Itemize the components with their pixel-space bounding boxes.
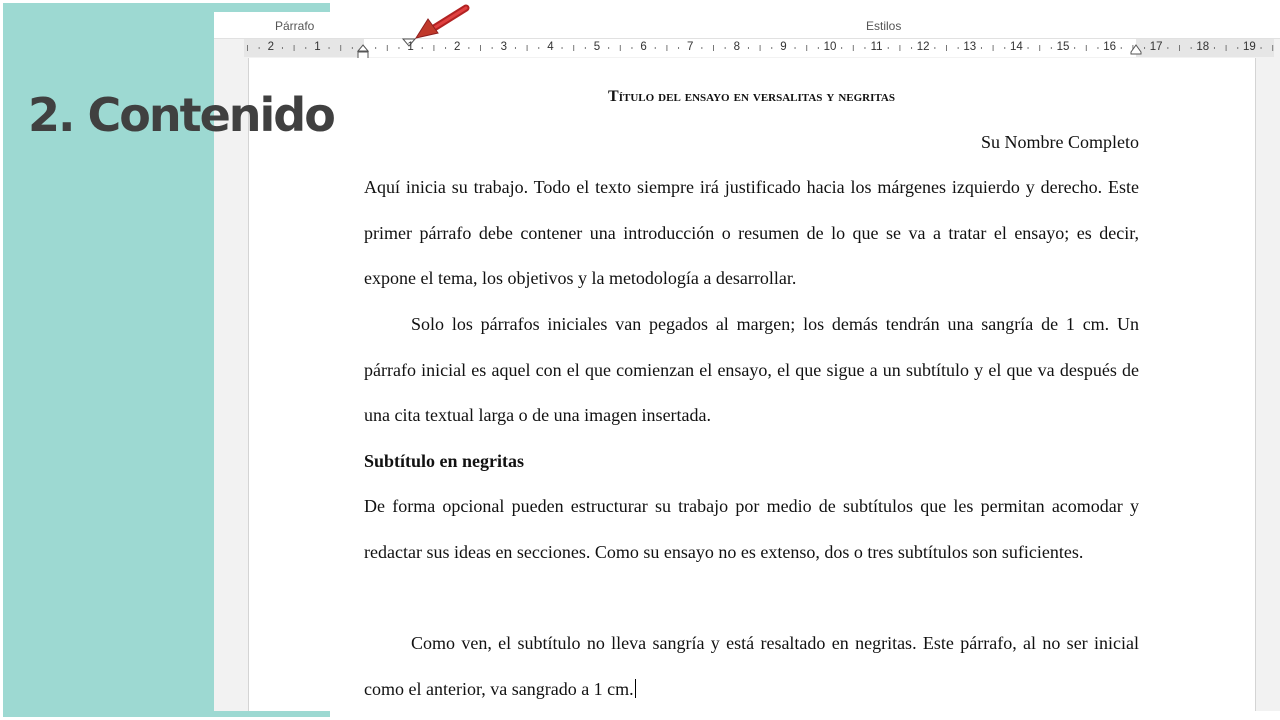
ruler-number: 10: [823, 41, 837, 53]
horizontal-ruler[interactable]: [244, 39, 1274, 57]
paragraph-4: [364, 621, 1139, 711]
ruler-number: 2: [453, 41, 461, 53]
ribbon-group-parrafo[interactable]: Párrafo: [275, 19, 315, 33]
ruler-number: 14: [1009, 41, 1023, 53]
paragraph-4-text: Como ven, el subtítulo no lleva sangría y está resaltado en negritas. Este párrafo, al no ser inicial como el anterior, va sangrado a 1 cm.: [364, 633, 1139, 699]
ruler-number: 1: [314, 41, 321, 53]
ruler-number: 8: [733, 41, 740, 53]
paragraph-2: Solo los párrafos iniciales van pegados al margen; los demás tendrán una sangría de 1 cm. Un párrafo inicial es aquel con el que comienzan el ensayo, el que sigue a un subtítulo y el que va después de una cita textual larga o de una imagen insertada.: [364, 314, 1139, 425]
ruler-number: 3: [500, 41, 507, 53]
ruler-number: 1: [407, 41, 414, 53]
ruler-number: 4: [547, 41, 554, 53]
document-page[interactable]: [248, 58, 1256, 711]
ruler-number: 2: [267, 41, 274, 53]
ruler-number: 13: [963, 41, 977, 53]
ribbon-group-labels: [214, 12, 1280, 39]
right-indent-marker[interactable]: [1129, 44, 1143, 56]
slide-title: 2. Contenido: [28, 88, 334, 142]
ruler-number: 6: [640, 41, 647, 53]
paragraph-1: Aquí inicia su trabajo. Todo el texto siempre irá justificado hacia los márgenes izquierdo y derecho. Este primer párrafo debe contener una introducción o resumen de lo que se va a tratar el ensayo; es decir, expone el tema, los objetivos y la metodología a desarrollar.: [364, 177, 1139, 288]
ruler-number: 11: [870, 41, 883, 53]
ruler-number: 17: [1149, 41, 1163, 53]
ruler-ticks: [244, 39, 1274, 57]
ruler-number: 15: [1056, 41, 1070, 53]
essay-title: Título del ensayo en versalitas y negritas: [608, 88, 895, 105]
ruler-number: 16: [1103, 41, 1116, 53]
ruler-number: 12: [916, 41, 930, 53]
word-document-screenshot: [214, 12, 1280, 711]
ribbon-group-estilos[interactable]: Estilos: [866, 19, 902, 33]
ruler-number: 7: [686, 41, 694, 53]
essay-subtitle: Subtítulo en negritas: [364, 451, 525, 471]
text-cursor: [635, 679, 637, 698]
ruler-number: 18: [1196, 41, 1210, 53]
author-name: Su Nombre Completo: [981, 132, 1139, 152]
ruler-number: 5: [593, 41, 601, 53]
red-arrow-annotation: [414, 2, 472, 42]
paragraph-3: De forma opcional pueden estructurar su trabajo por medio de subtítulos que les permitan acomodar y redactar sus ideas en secciones. Como su ensayo no es extenso, dos o tres subtítulos son suficientes.: [364, 496, 1139, 562]
ruler-number: 19: [1242, 41, 1256, 53]
ruler-number: 9: [780, 41, 787, 53]
